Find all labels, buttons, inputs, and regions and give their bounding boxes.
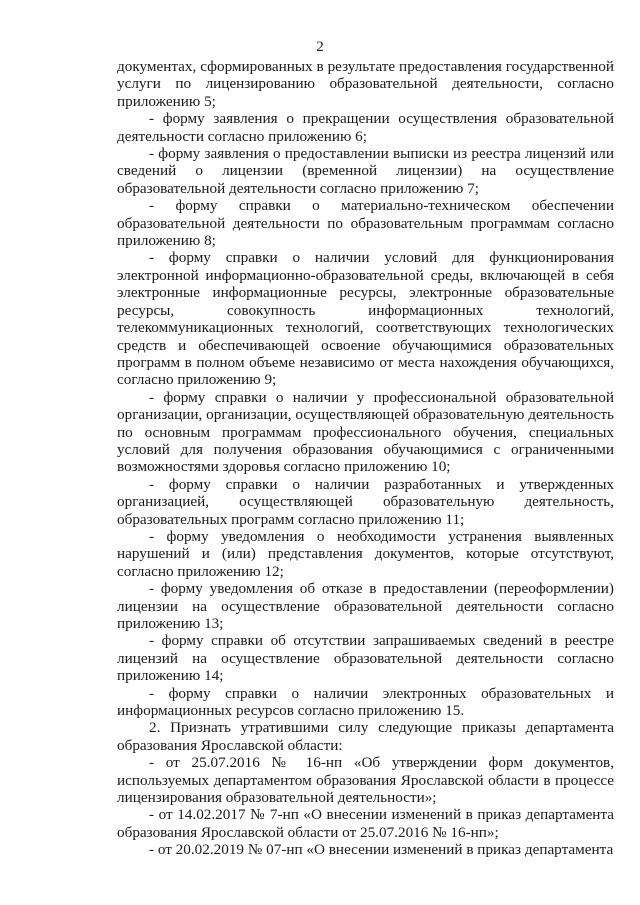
list-item-form-7: - форму заявления о предоставлении выписки из реестра лицензий или сведений о лицензии (временной лицензии) на осуществление образовательной деятельности согласно приложению 7; xyxy=(117,145,614,197)
repealed-order-16np: - от 25.07.2016 № 16-нп «Об утверждении форм документов, используемых департаментом образования Ярославской области в процессе лицензирования образовательной деятельности»; xyxy=(117,754,614,807)
list-item-form-13: - форму уведомления об отказе в предоставлении (переоформлении) лицензии на осуществление образовательной деятельности согласно приложению 13; xyxy=(117,580,614,632)
document-body xyxy=(117,58,614,859)
list-item-form-6: - форму заявления о прекращении осуществления образовательной деятельности согласно приложению 6; xyxy=(117,110,614,145)
list-item-form-15: - форму справки о наличии электронных образовательных и информационных ресурсов согласно приложению 15. xyxy=(117,684,614,720)
list-item-form-8: - форму справки о материально-техническом обеспечении образовательной деятельности по образовательным программам согласно приложению 8; xyxy=(117,197,614,250)
list-item-form-9: - форму справки о наличии условий для функционирования электронной информационно-образовательной среды, включающей в себя электронные информационные ресурсы, электронные образовательные ресурсы, совокупность информационных технологий, телекоммуникационных технологий, соответствующих технологических средств и обеспечивающей освоение обучающимися образовательных программ в полном объеме независимо от места нахождения обучающихся, согласно приложению 9; xyxy=(117,249,614,389)
list-item-form-14: - форму справки об отсутствии запрашиваемых сведений в реестре лицензий на осуществление образовательной деятельности согласно приложению 14; xyxy=(117,632,614,685)
list-item-form-10: - форму справки о наличии у профессиональной образовательной организации, организации, осуществляющей образовательную деятельность по основным программам профессионального обучения, специальных условий для получения образования обучающимися с ограниченными возможностями здоровья согласно приложению 10; xyxy=(117,388,614,476)
repealed-order-07np: - от 20.02.2019 № 07-нп «О внесении изменений в приказ департамента xyxy=(149,841,614,859)
list-item-form-12: - форму уведомления о необходимости устранения выявленных нарушений и (или) представления документов, которые отсутствуют, согласно приложению 12; xyxy=(117,527,614,580)
list-item-form-11: - форму справки о наличии разработанных и утвержденных организацией, осуществляющей образовательную деятельность, образовательных программ согласно приложению 11; xyxy=(117,475,614,528)
repealed-order-7np: - от 14.02.2017 № 7-нп «О внесении изменений в приказ департамента образования Ярославской области от 25.07.2016 № 16-нп»; xyxy=(117,806,614,841)
paragraph-continuation: документах, сформированных в результате предоставления государственной услуги по лицензированию образовательной деятельности, согласно приложению 5; xyxy=(117,58,614,110)
clause-2-heading: 2. Признать утратившими силу следующие приказы департамента образования Ярославской области: xyxy=(117,719,614,754)
page-number: 2 xyxy=(316,39,324,55)
